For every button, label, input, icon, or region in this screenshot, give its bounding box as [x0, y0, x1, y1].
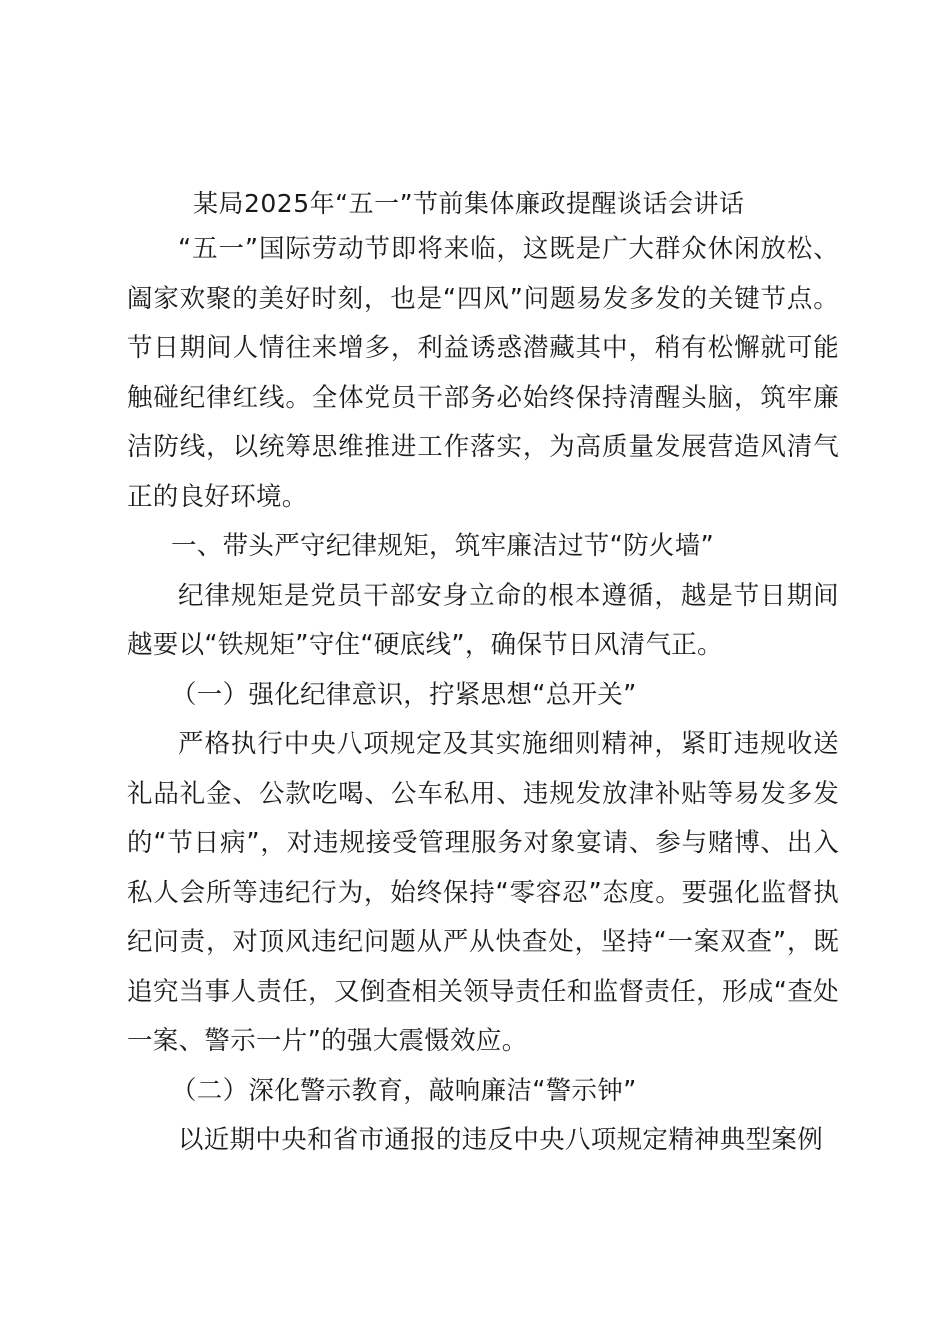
document-content: [127, 183, 839, 1166]
subsection-2-paragraph: 以近期中央和省市通报的违反中央八项规定精神典型案例: [178, 1125, 824, 1155]
document-title: 某局2025年“五一”节前集体廉政提醒谈话会讲话: [193, 189, 745, 218]
subsection-1-paragraph: 严格执行中央八项规定及其实施细则精神，紧盯违规收送礼品礼金、公款吃喝、公车私用、违规发放津补贴等易发多发的“节日病”，对违规接受管理服务对象宴请、参与赌博、出入私人会所等违纪行为，始终保持“零容忍”态度。要强化监督执纪问责，对顶风违纪问题从严从快查处，坚持“一案双查”，既追究当事人责任，又倒查相关领导责任和监督责任，形成“查处一案、警示一片”的强大震慑效应。: [127, 729, 839, 1056]
intro-paragraph: “五一”国际劳动节即将来临，这既是广大群众休闲放松、阖家欢聚的美好时刻，也是“四风”问题易发多发的关键节点。节日期间人情往来增多，利益诱惑潜藏其中，稍有松懈就可能触碰纪律红线。全体党员干部务必始终保持清醒头脑，筑牢廉洁防线，以统筹思维推进工作落实，为高质量发展营造风清气正的良好环境。: [127, 234, 839, 512]
subsection-1-heading: （一）强化纪律意识，拧紧思想“总开关”: [171, 679, 637, 710]
section-1-heading: 一、带头严守纪律规矩，筑牢廉洁过节“防火墙”: [171, 531, 715, 561]
section-1-paragraph: 纪律规矩是党员干部安身立命的根本遵循，越是节日期间越要以“铁规矩”守住“硬底线”，确保节日风清气正。: [127, 580, 839, 660]
subsection-2-heading: （二）深化警示教育，敲响廉洁“警示钟”: [171, 1075, 637, 1106]
